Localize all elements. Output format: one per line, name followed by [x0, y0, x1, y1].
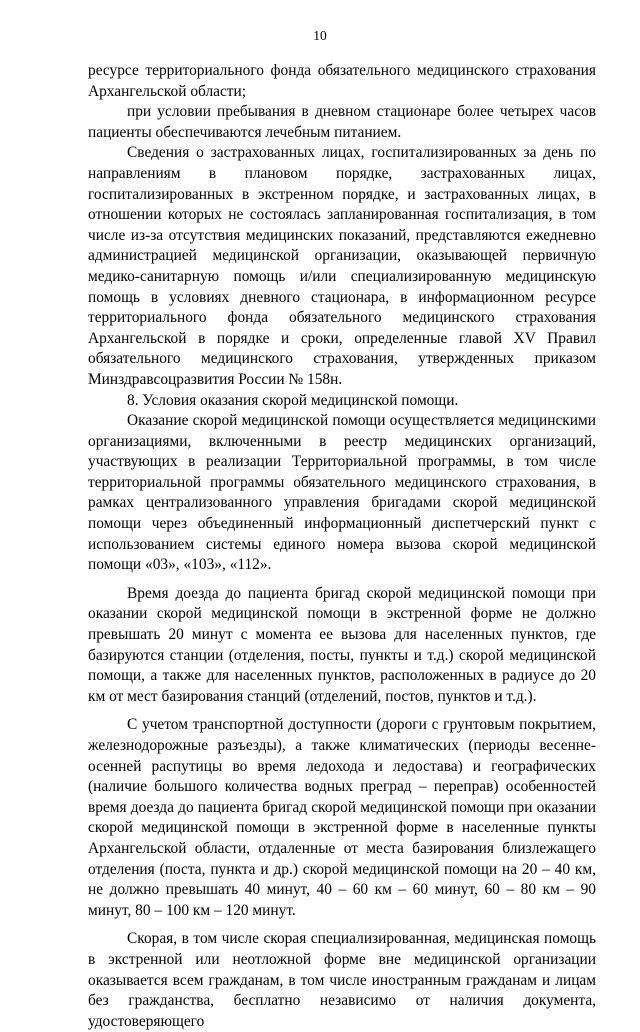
paragraph-continuation: ресурсе территориального фонда обязательного медицинского страхования Архангельской области; [88, 62, 596, 100]
paragraph-hospitalization-info: Сведения о застрахованных лицах, госпитализированных за день по направлениям в плановом порядке, застрахованных лицах, госпитализированных в экстренном порядке, и застрахованных лицах, в отношении которых не состоялась запланированная госпитализация, в том числе из-за отсутствия медицинских показаний, представляются ежедневно администрацией медицинской организации, оказывающей первичную медико-санитарную помощь и/или специализированную медицинскую помощь в условиях дневного стационара, в информационном ресурсе территориального фонда обязательного медицинского страхования Архангельской в порядке и сроки, определенные главой XV Правил обязательного медицинского страхования, утвержденных приказом Минздравсоцразвития России № 158н. [88, 144, 596, 388]
paragraph-meals: при условии пребывания в дневном стационаре более четырех часов пациенты обеспечиваются лечебным питанием. [88, 103, 596, 141]
section-heading-emergency-care: 8. Условия оказания скорой медицинской помощи. [127, 391, 459, 409]
paragraph-emergency-organizations: Оказание скорой медицинской помощи осуществляется медицинскими организациями, включенными в реестр медицинских организаций, участвующих в реализации Территориальной программы, в том числе территориальной программы обязательного медицинского страхования, в рамках централизованного управления бригадами скорой медицинской помощи через объединенный информационный диспетчерский пункт с использованием системы единого номера вызова скорой медицинской помощи «03», «103», «112». [88, 412, 596, 574]
paragraph-free-emergency-care: Скорая, в том числе скорая специализированная, медицинская помощь в экстренной или неотложной форме вне медицинской организации оказывается всем гражданам, в том числе иностранным гражданам и лицам без гражданства, бесплатно независимо от наличия документа, удостоверяющего [88, 930, 596, 1030]
page-number: 10 [313, 28, 327, 43]
paragraph-transport-accessibility: С учетом транспортной доступности (дороги с грунтовым покрытием, железнодорожные разъезды), а также климатических (периоды весенне-осенней распутицы во время ледохода и ледостава) и географических (наличие большого количества водных преград – переправ) особенностей время доезда до пациента бригад скорой медицинской помощи при оказании скорой медицинской помощи в экстренной форме в населенные пункты Архангельской области, отдаленные от места базирования близлежащего отделения (поста, пункта и др.) скорой медицинской помощи на 20 – 40 км, не должно превышать 40 минут, 40 – 60 км – 60 минут, 60 – 80 км – 90 минут, 80 – 100 км – 120 минут. [88, 716, 596, 919]
paragraph-arrival-time: Время доезда до пациента бригад скорой медицинской помощи при оказании скорой медицинской помощи в экстренной форме не должно превышать 20 минут с момента ее вызова для населенных пунктов, где базируются станции (отделения, посты, пункты и т.д.) скорой медицинской помощи, а также для населенных пунктов, расположенных в радиусе до 20 км от мест базирования станций (отделений, постов, пунктов и т.д.). [88, 584, 596, 705]
document-body [88, 61, 596, 1032]
